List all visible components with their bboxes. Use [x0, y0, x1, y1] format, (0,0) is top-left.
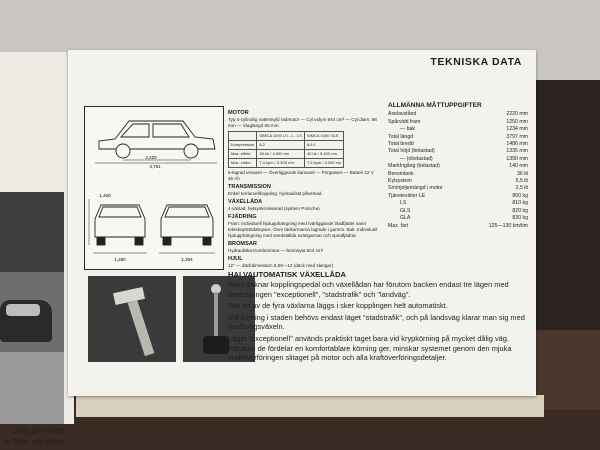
left-text-line-2: n. Bilen går bättre.: [4, 437, 66, 446]
measurement-label: Total bredd: [388, 141, 414, 148]
table-cell: Kompression: [229, 141, 257, 150]
measurement-label: Markfrigång (belastad): [388, 163, 440, 170]
measurement-value: 5,5 lit: [515, 178, 528, 185]
measurement-label: Max. fart: [388, 222, 409, 229]
measurement-label: — bak: [400, 126, 415, 133]
rear-track-dim: 1,304: [181, 257, 193, 262]
left-car-photo: [0, 192, 64, 424]
measurement-row: [388, 215, 528, 222]
measurement-value: 800 kg: [512, 192, 528, 199]
measurement-label: Tjänstevikter LE: [388, 192, 426, 199]
spec-section-text: Enkel torrlamellkoppling, hydrauliskt påverkad.: [228, 191, 323, 196]
measurement-value: 830 kg: [512, 215, 528, 222]
motor-text: Typ 4-cylindrig vattenkyld radmotor — Cyl.volym 944 cm³ — Cyl.diam. 68 mm — Slaglängd 65 mm: [228, 117, 377, 128]
measurement-label: Smörjoljemängd i motor: [388, 185, 443, 192]
measurement-row: [388, 163, 528, 170]
measurements-heading: ALLMÄNNA MÅTTUPPGIFTER: [388, 102, 482, 109]
measurement-value: 1250 mm: [506, 118, 528, 125]
measurement-row: [388, 223, 528, 230]
measurement-label: Bensintank: [388, 170, 414, 177]
table-row: [229, 141, 344, 150]
specs-middle-column: [228, 108, 378, 269]
halvauto-paragraph: Vid körning i staden behövs endast läget "stadstrafik", och på landsväg klarar man sig med landsvägsväxeln.: [228, 312, 525, 332]
halvauto-paragraph: Läget "exceptionell" används praktiskt taget bara vid krypkörning på mycket dålig väg. Förutom de fördelar en komfortablare körning ger, minskar systemet genom den mjuka kraftöverföringen slitaget på motor och alla kraftöverföringsdetaljer.: [228, 333, 512, 363]
motor-table: [228, 131, 344, 168]
measurement-label: Spårvidd fram: [388, 118, 421, 125]
halvauto-paragraph: När en av de fyra växlarna läggs i sker kopplingen helt automatiskt.: [228, 301, 448, 311]
spec-section-heading: BROMSAR: [228, 241, 257, 247]
table-cell: 35 hk / 4.600 r/m: [257, 150, 305, 159]
interior-photo-pedals: [88, 276, 176, 362]
measurement-value: 1390 mm: [506, 155, 528, 162]
measurement-row: [388, 185, 528, 192]
table-cell: [229, 132, 257, 141]
table-cell: 8,2: [257, 141, 305, 150]
measurement-value: 2220 mm: [506, 111, 528, 118]
table-cell: Max. effekt: [229, 150, 257, 159]
measurements-column: [388, 102, 528, 230]
gear-lever-stick: [214, 292, 218, 340]
halvauto-text: [228, 280, 528, 365]
table-cell: SIMCA 1000 LS - L - LS: [257, 132, 305, 141]
photo-trees: [0, 192, 64, 272]
halvauto-heading: HALVAUTOMATISK VÄXELLÅDA: [228, 270, 346, 279]
table-cell: 40 hk / 5.400 r/m: [304, 150, 343, 159]
measurement-row: [388, 193, 528, 200]
page-title: TEKNISKA DATA: [430, 56, 522, 68]
measurement-row: [388, 171, 528, 178]
car-diagram-box: [84, 106, 224, 270]
spec-section-heading: HJUL: [228, 256, 243, 262]
measurement-row: [388, 119, 528, 126]
table-cell: 7,5 kpm / 3.000 r/m: [304, 159, 343, 168]
spec-section-heading: TRANSMISSION: [228, 184, 271, 190]
table-cell: 7,4 kpm / 3.400 r/m: [257, 159, 305, 168]
measurement-value: 1234 mm: [506, 126, 528, 133]
measurement-row: [388, 111, 528, 118]
measurement-value: 36 lit: [517, 170, 528, 177]
left-text-line-1: Lätta på trycket!: [12, 426, 66, 435]
table-row: [229, 159, 344, 168]
measurement-value: 1335 mm: [506, 148, 528, 155]
measurement-row: [388, 208, 528, 215]
measurement-row: [388, 200, 528, 207]
measurement-label: GLA: [400, 215, 411, 222]
measurement-label: — (obelastad): [400, 155, 433, 162]
spec-section-heading: FJÄDRING: [228, 214, 257, 220]
measurement-row: [388, 126, 528, 133]
table-cell: 8,6:1: [304, 141, 343, 150]
motor-table-header: [229, 132, 344, 141]
front-track-dim: 1,250: [114, 257, 126, 262]
measurement-row: [388, 178, 528, 185]
page-bottom-edge: [76, 395, 544, 417]
table-cell: SIMCA 1000 GLS: [304, 132, 343, 141]
spec-section-text: 4-växlad, helsynkroniserad (system Porsche): [228, 206, 320, 211]
gear-lever-boot: [203, 336, 229, 354]
measurement-label: Total höjd (belastad): [388, 148, 435, 155]
measurement-value: 125—130 km/tim: [488, 222, 528, 229]
photo-road: [0, 352, 64, 424]
measurement-label: Total längd: [388, 133, 414, 140]
table-cell: Max. vridm.: [229, 159, 257, 168]
halvauto-paragraph: Bilen saknar kopplingspedal och växellådan har förutom backen endast tre lägen med beteckningen "exceptionell", "stadstrafik" och "landväg".: [228, 280, 509, 299]
motor-heading: MOTOR: [228, 110, 249, 116]
spec-section-text: Hydrauliska trumbromsar — bromsyta 824 cm²: [228, 248, 324, 253]
pedal-arm: [128, 300, 155, 356]
measurement-value: 2,5 lit: [515, 185, 528, 192]
spec-sections: [228, 184, 378, 269]
measurement-label: GLS: [400, 207, 411, 214]
side-dim-length: 3,791: [149, 164, 161, 169]
spec-section-text: Fram: Individuell hjulupphängning med tvärliggande bladfjäder samt teleskopstötdämpare. Övre länkarmarna lagrade i gummi. Bak: Individuell hjulupphängning med snedställda svängarmar och spiralfjädrar.: [228, 221, 378, 238]
measurements-list: [388, 111, 528, 230]
measurement-label: Kylsystem: [388, 178, 412, 185]
car-diagram-svg: [85, 107, 223, 269]
side-dim-wheelbase: 2,220: [145, 155, 157, 160]
measurement-row: [388, 148, 528, 155]
motor-extra-text: 5-lagrad vevaxel — Överliggande kamaxel — Förgasare — Batteri 12 V 45 Ah: [228, 170, 374, 181]
height-dim: 1,460: [99, 193, 111, 198]
table-row: [229, 150, 344, 159]
measurement-value: 810 kg: [512, 200, 528, 207]
measurement-value: 3797 mm: [506, 133, 528, 140]
spec-section-heading: VÄXELLÅDA: [228, 199, 263, 205]
measurement-value: 820 kg: [512, 207, 528, 214]
left-page-text: [0, 425, 66, 447]
measurement-row: [388, 134, 528, 141]
technical-data-page: [68, 50, 536, 396]
rear-view-diagram: [159, 205, 215, 253]
measurement-label: Axelavstånd: [388, 111, 417, 118]
measurement-row: [388, 141, 528, 148]
front-view-diagram: [89, 199, 147, 253]
measurement-value: 1486 mm: [506, 141, 528, 148]
left-brochure-page: [0, 52, 74, 446]
spec-section-text: 12" — däckdimension 5,50—12 (däck med slangar): [228, 263, 334, 268]
measurement-value: 140 mm: [509, 163, 528, 170]
photo-car-window: [6, 304, 40, 316]
measurement-label: LS: [400, 200, 407, 207]
